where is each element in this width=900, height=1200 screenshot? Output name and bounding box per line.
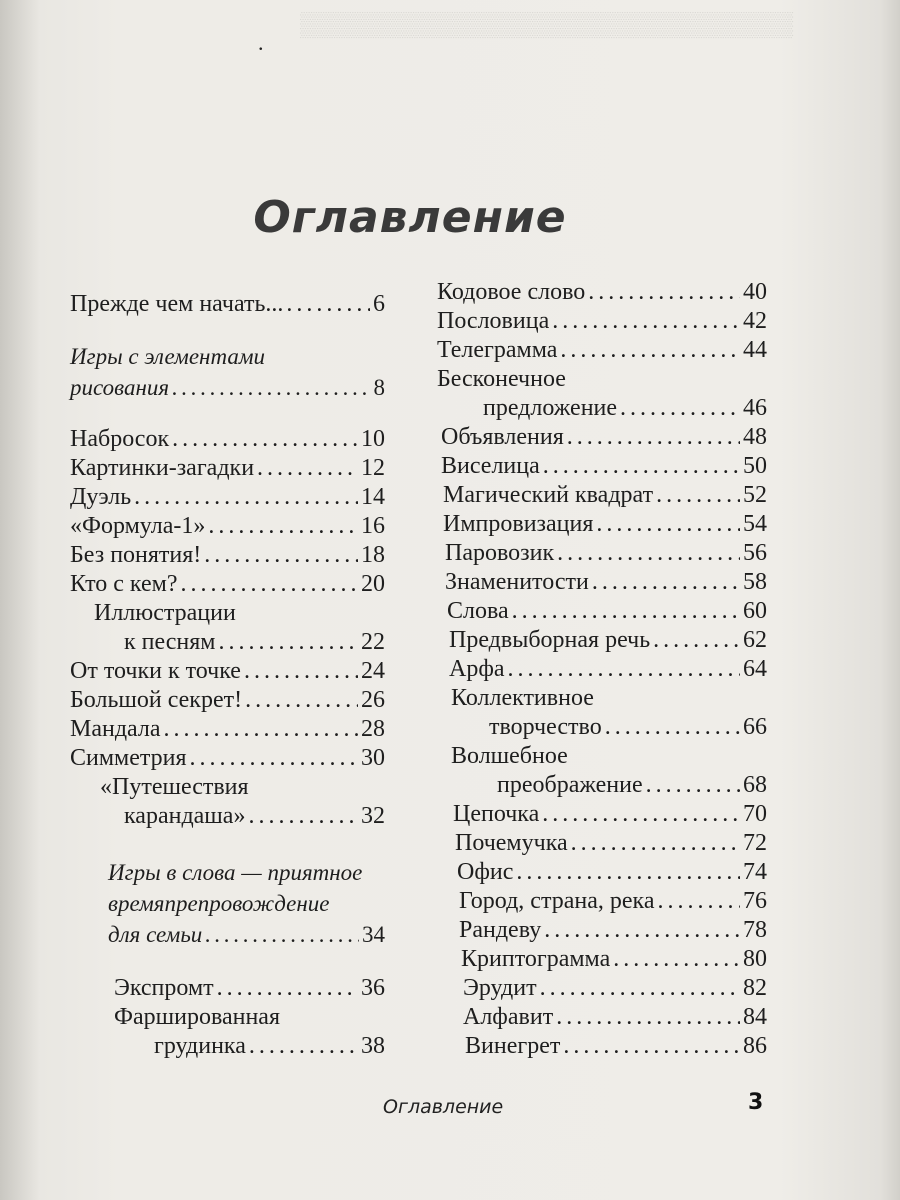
leader-dots	[244, 657, 358, 686]
leader-dots	[208, 512, 358, 541]
leader-dots	[540, 974, 740, 1003]
leader-dots	[613, 945, 740, 974]
toc-entry: Дуэль . . . 14	[70, 483, 385, 512]
toc-entry-pencil-travels: «Путешествия карандаша» . . . 32	[70, 773, 385, 831]
toc-entry: От точки к точке . . . 24	[70, 657, 385, 686]
leader-dots	[556, 1003, 740, 1032]
leader-dots	[249, 1032, 358, 1061]
toc-entry: Паровозик . . . 56	[437, 539, 767, 568]
running-footer-title: Оглавление	[383, 1096, 504, 1118]
toc-entry: Пословица . . . 42	[437, 307, 767, 336]
toc-entry-magic-transformation: Волшебное преображение . . . 68	[437, 742, 767, 800]
toc-entry: Кодовое слово . . . 40	[437, 278, 767, 307]
leader-dots	[180, 570, 358, 599]
toc-right-column	[437, 278, 767, 1061]
leader-dots	[245, 686, 358, 715]
toc-entry: Виселица . . . 50	[437, 452, 767, 481]
leader-dots	[516, 858, 740, 887]
leader-dots	[571, 829, 740, 858]
leader-dots	[204, 541, 358, 570]
toc-entry: Цепочка . . . 70	[437, 800, 767, 829]
leader-dots	[552, 307, 740, 336]
leader-dots	[286, 290, 370, 319]
leader-dots	[543, 452, 740, 481]
toc-entry-stuffed-brisket: Фаршированная грудинка . . . 38	[70, 1003, 385, 1061]
leader-dots	[563, 1032, 740, 1061]
toc-entry-intro: Прежде чем начать... . . . 6	[70, 290, 385, 319]
toc-entry: Город, страна, река . . . 76	[437, 887, 767, 916]
leader-dots	[512, 597, 740, 626]
toc-entry: Офис . . . 74	[437, 858, 767, 887]
leader-dots	[657, 887, 740, 916]
leader-dots	[134, 483, 358, 512]
leader-dots	[190, 744, 358, 773]
toc-entry: Предвыборная речь . . . 62	[437, 626, 767, 655]
leader-dots	[620, 394, 740, 423]
toc-section-drawing-games	[70, 341, 385, 403]
section-title-line: для семьи . . . 34	[108, 919, 385, 950]
leader-dots	[592, 568, 740, 597]
bleed-through-texture: ▒▒▒▒▒▒▒▒▒▒▒▒▒▒▒▒▒▒▒▒▒▒▒▒▒▒▒▒▒	[300, 12, 794, 38]
toc-entry: Магический квадрат . . . 52	[437, 481, 767, 510]
section-title-line: рисования . . . 8	[70, 372, 385, 403]
toc-entry: Экспромт . . . 36	[70, 974, 385, 1003]
section-title-line: Игры в слова — приятное	[108, 860, 363, 885]
section-title-line: Игры с элементами	[70, 344, 266, 369]
leader-dots	[544, 916, 740, 945]
stray-mark: .	[258, 30, 264, 55]
leader-dots	[588, 278, 740, 307]
section-title-line: времяпрепровождение	[108, 891, 330, 916]
leader-dots	[596, 510, 740, 539]
leader-dots	[248, 802, 358, 831]
toc-entry: Большой секрет! . . . 26	[70, 686, 385, 715]
toc-entry: Импровизация . . . 54	[437, 510, 767, 539]
toc-entry: Без понятия! . . . 18	[70, 541, 385, 570]
leader-dots	[172, 425, 358, 454]
leader-dots	[646, 771, 740, 800]
toc-entry: Винегрет . . . 86	[437, 1032, 767, 1061]
toc-entry: Картинки-загадки . . . 12	[70, 454, 385, 483]
leader-dots	[172, 372, 370, 403]
toc-entry: Почемучка . . . 72	[437, 829, 767, 858]
leader-dots	[560, 336, 740, 365]
toc-entry: Телеграмма . . . 44	[437, 336, 767, 365]
leader-dots	[653, 626, 740, 655]
page-title: Оглавление	[253, 192, 567, 243]
toc-entry: Симметрия . . . 30	[70, 744, 385, 773]
leader-dots	[567, 423, 740, 452]
toc-entry-illustrations: Иллюстрации к песням . . . 22	[70, 599, 385, 657]
toc-entry: Эрудит . . . 82	[437, 974, 767, 1003]
leader-dots	[218, 628, 358, 657]
leader-dots	[542, 800, 740, 829]
leader-dots	[605, 713, 740, 742]
toc-entry-collective-creativity: Коллективное творчество . . . 66	[437, 684, 767, 742]
toc-entry: Мандала . . . 28	[70, 715, 385, 744]
leader-dots	[257, 454, 358, 483]
leader-dots	[508, 655, 740, 684]
toc-entry: Криптограмма . . . 80	[437, 945, 767, 974]
leader-dots	[656, 481, 740, 510]
leader-dots	[164, 715, 358, 744]
leader-dots	[557, 539, 740, 568]
leader-dots	[205, 919, 359, 950]
page-number: 3	[748, 1090, 764, 1115]
toc-entry: Алфавит . . . 84	[437, 1003, 767, 1032]
toc-left-column	[70, 290, 385, 1061]
toc-entry: Арфа . . . 64	[437, 655, 767, 684]
toc-section-word-games	[70, 857, 385, 950]
toc-entry: Слова . . . 60	[437, 597, 767, 626]
toc-entry: «Формула-1» . . . 16	[70, 512, 385, 541]
toc-entry-infinite-sentence: Бесконечное предложение . . . 46	[437, 365, 767, 423]
toc-entry: Рандеву . . . 78	[437, 916, 767, 945]
leader-dots	[217, 974, 358, 1003]
toc-entry: Кто с кем? . . . 20	[70, 570, 385, 599]
toc-entry: Знаменитости . . . 58	[437, 568, 767, 597]
toc-entry: Объявления . . . 48	[437, 423, 767, 452]
toc-entry: Набросок . . . 10	[70, 425, 385, 454]
